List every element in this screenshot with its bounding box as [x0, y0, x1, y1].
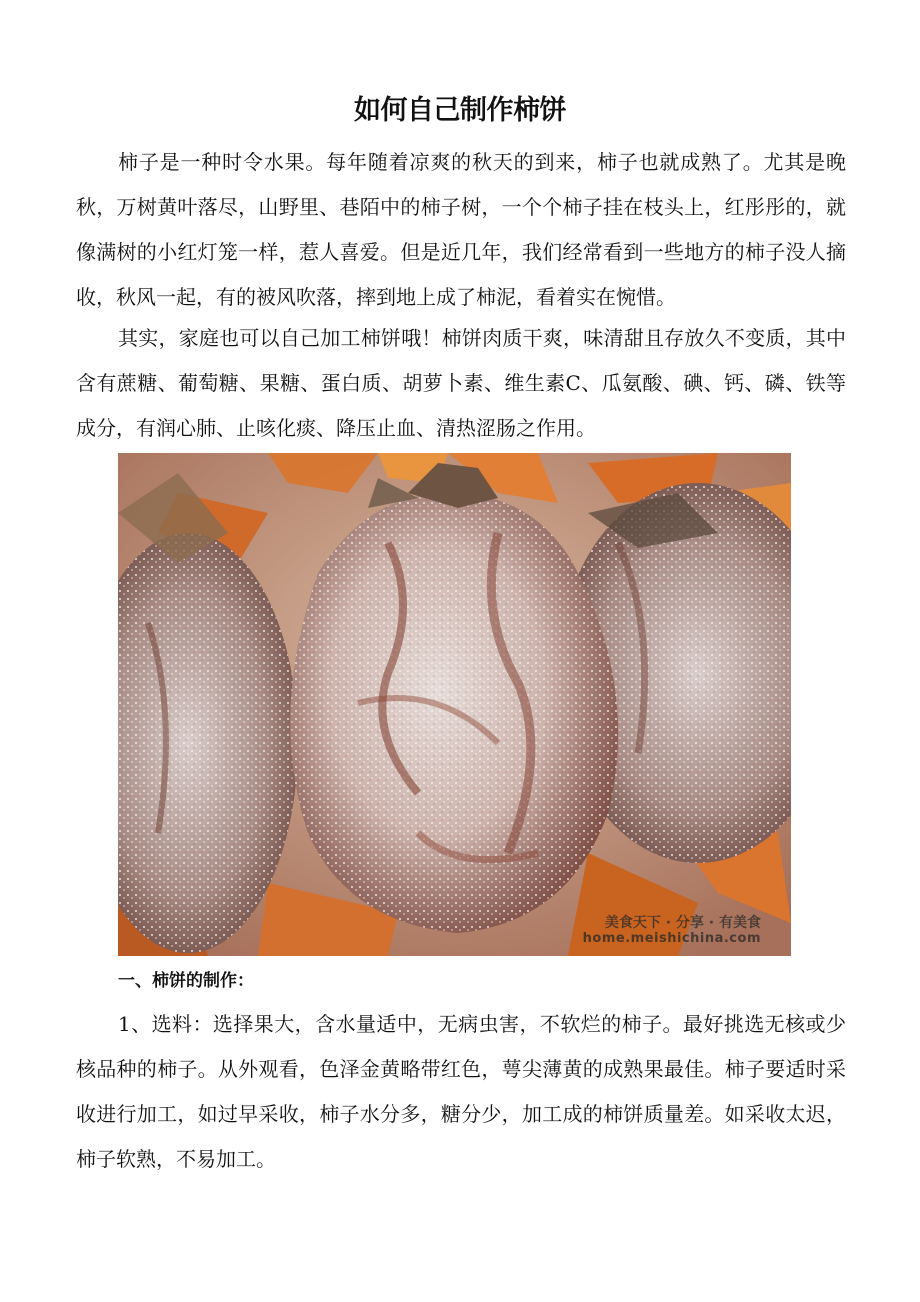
photo-watermark — [583, 916, 761, 946]
nutrition-paragraph: 其实，家庭也可以自己加工柿饼哦！柿饼肉质干爽，味清甜且存放久不变质，其中含有蔗糖、葡萄糖、果糖、蛋白质、胡萝卜素、维生素C、瓜氨酸、碘、钙、磷、铁等成分，有润心肺、止咳化痰、降压止血、清热涩肠之作用。 — [76, 326, 846, 440]
dried-persimmon-photo — [118, 453, 791, 956]
watermark-site-name: 美食天下 · 分享 · 有美食 — [604, 915, 761, 932]
persimmon-illustration — [118, 453, 791, 956]
intro-paragraph: 柿子是一种时令水果。每年随着凉爽的秋天的到来，柿子也就成熟了。尤其是晚秋，万树黄叶落尽，山野里、巷陌中的柿子树，一个个柿子挂在枝头上，红彤彤的，就像满树的小红灯笼一样，惹人喜爱。但是近几年，我们经常看到一些地方的柿子没人摘收，秋风一起，有的被风吹落，摔到地上成了柿泥，看着实在惋惜。 — [76, 150, 846, 309]
document-title: 如何自己制作柿饼 — [354, 95, 566, 126]
selection-paragraph: 1、选料：选择果大，含水量适中，无病虫害，不软烂的柿子。最好挑选无核或少核品种的柿子。从外观看，色泽金黄略带红色，萼尖薄黄的成熟果最佳。柿子要适时采收进行加工，如过早采收，柿子水分多，糖分少，加工成的柿饼质量差。如采收太迟，柿子软熟，不易加工。 — [76, 1012, 846, 1171]
section-heading: 一、柿饼的制作： — [118, 971, 254, 991]
watermark-url: home.meishichina.com — [582, 930, 761, 946]
